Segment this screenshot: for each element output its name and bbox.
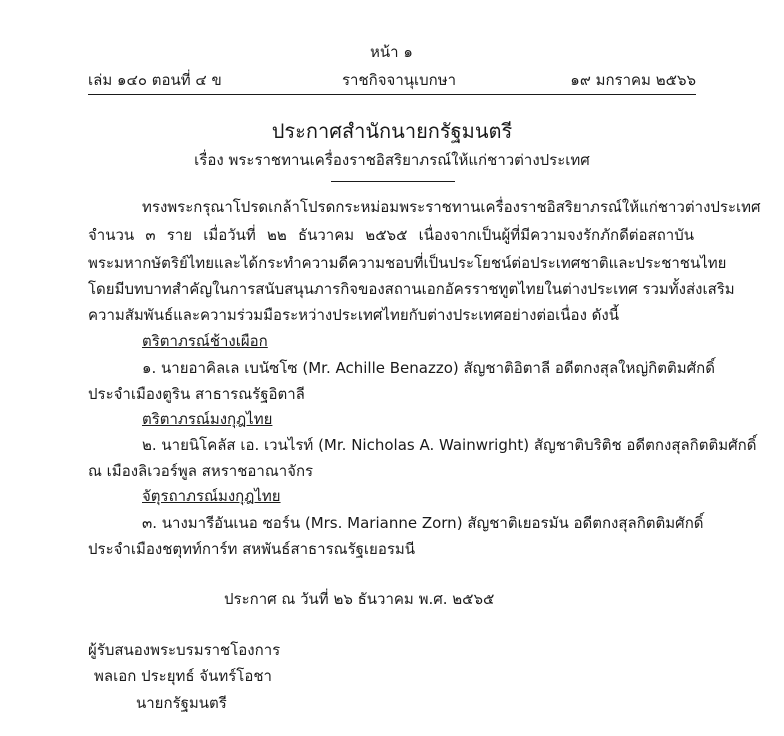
gazette-date: ๑๙ มกราคม ๒๕๖๖ (570, 71, 696, 89)
award-recipient-2-cont: ณ เมืองลิเวอร์พูล สหราชอาณาจักร (88, 462, 314, 480)
signatory-name: พลเอก ประยุทธ์ จันทร์โอชา (94, 667, 272, 685)
award-recipient-1-cont: ประจำเมืองตูริน สาธารณรัฐอิตาลี (88, 385, 305, 403)
intro-line-1: ทรงพระกรุณาโปรดเกล้าโปรดกระหม่อมพระราชทานเครื่องราชอิสริยาภรณ์ให้แก่ชาวต่างประเทศ (142, 198, 761, 216)
intro-line-2: จำนวน ๓ ราย เมื่อวันที่ ๒๒ ธันวาคม ๒๕๖๕ เนื่องจากเป็นผู้ที่มีความจงรักภักดีต่อสถาบัน (88, 226, 694, 244)
award-recipient-2: ๒. นายนิโคลัส เอ. เวนไรท์ (Mr. Nicholas A. Wainwright) สัญชาติบริติช อดีตกงสุลกิตติมศักดิ์ (142, 436, 757, 454)
award-recipient-1: ๑. นายอาคิลเล เบนัซโซ (Mr. Achille Benazzo) สัญชาติอิตาลี อดีตกงสุลใหญ่กิตติมศักดิ์ (142, 359, 715, 377)
award-class-2: ตริตาภรณ์มงกุฎไทย (142, 410, 273, 428)
signatory-title: นายกรัฐมนตรี (136, 694, 227, 712)
volume-issue: เล่ม ๑๔๐ ตอนที่ ๔ ข (88, 71, 222, 89)
header-rule (88, 94, 696, 95)
award-recipient-3-cont: ประจำเมืองชตุทท์การ์ท สหพันธ์สาธารณรัฐเยอรมนี (88, 540, 416, 558)
title-divider (331, 181, 455, 182)
award-class-3: จัตุรถาภรณ์มงกุฎไทย (142, 487, 281, 505)
award-recipient-3: ๓. นางมารีอันเนอ ซอร์น (Mrs. Marianne Zorn) สัญชาติเยอรมัน อดีตกงสุลกิตติมศักดิ์ (142, 514, 704, 532)
page-title: ประกาศสำนักนายกรัฐมนตรี (271, 119, 513, 143)
award-class-1: ตริตาภรณ์ช้างเผือก (142, 332, 268, 350)
intro-line-5: ความสัมพันธ์และความร่วมมือระหว่างประเทศไทยกับต่างประเทศอย่างต่อเนื่อง ดังนี้ (88, 306, 619, 324)
page-number: หน้า ๑ (370, 43, 413, 61)
intro-line-4: โดยมีบทบาทสำคัญในการสนับสนุนภารกิจของสถานเอกอัครราชทูตไทยในต่างประเทศ รวมทั้งส่งเสริม (88, 280, 735, 298)
countersign-label: ผู้รับสนองพระบรมราชโองการ (88, 641, 281, 659)
announcement-date: ประกาศ ณ วันที่ ๒๖ ธันวาคม พ.ศ. ๒๕๖๕ (224, 590, 495, 608)
intro-line-3: พระมหากษัตริย์ไทยและได้กระทำความดีความชอบที่เป็นประโยชน์ต่อประเทศชาติและประชาชนไทย (88, 254, 727, 272)
gazette-name: ราชกิจจานุเบกษา (342, 71, 457, 89)
subject-line: เรื่อง พระราชทานเครื่องราชอิสริยาภรณ์ให้แก่ชาวต่างประเทศ (194, 151, 590, 169)
